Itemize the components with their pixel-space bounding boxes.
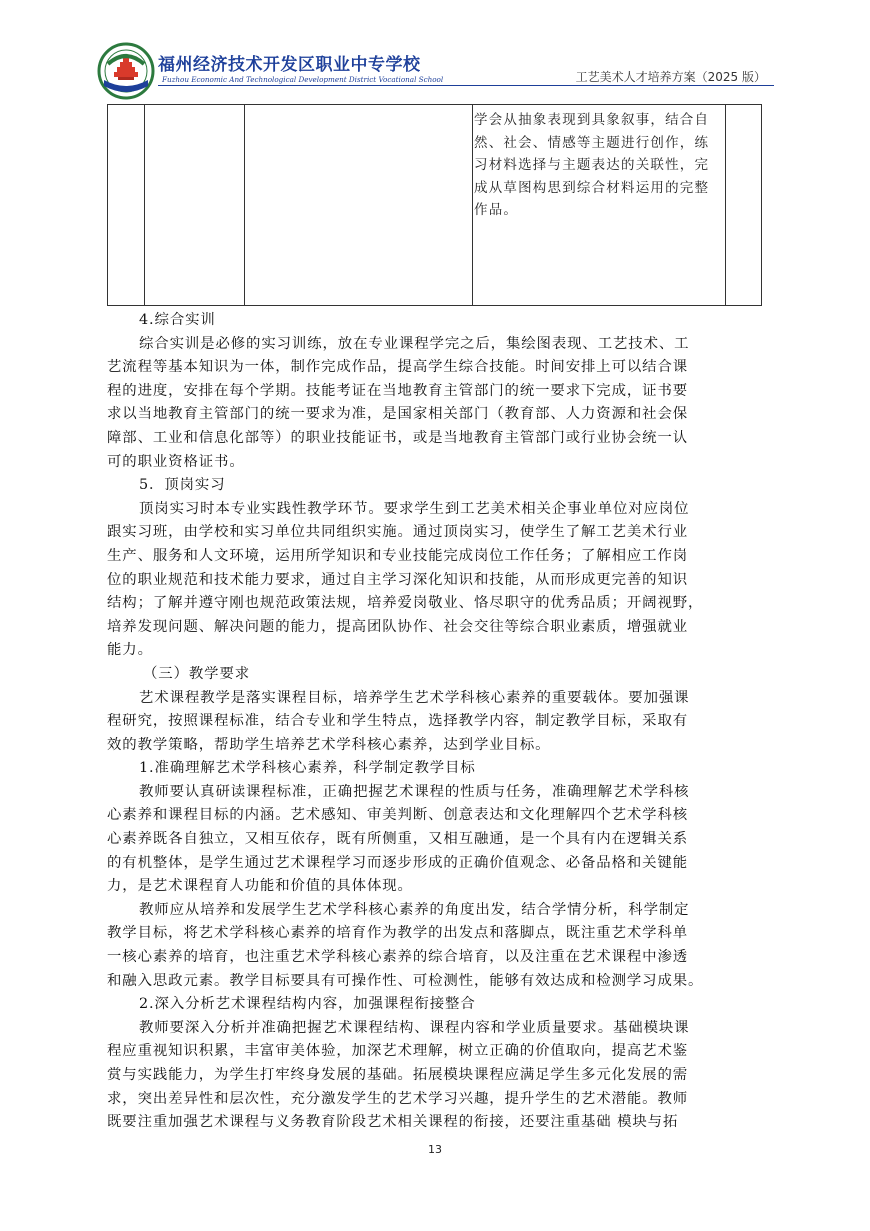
paragraph-line: 综合实训是必修的实习训练，放在专业课程学完之后，集绘图表现、工艺技术、工 [139, 335, 690, 352]
paragraph-line: 程应重视知识积累，丰富审美体验，加深艺术理解，树立正确的价值取向，提高艺术鉴 [107, 1043, 689, 1060]
paragraph-line: 的有机整体，是学生通过艺术课程学习而逐步形成的正确价值观念、必备品格和关键能 [107, 854, 689, 871]
table-column-divider [472, 105, 473, 305]
document-title: 工艺美术人才培养方案（2025 版） [575, 70, 766, 84]
paragraph-line: 求，突出差异性和层次性，充分激发学生的艺术学习兴趣，提升学生的艺术潜能。教师 [107, 1090, 689, 1107]
document-body [107, 309, 767, 1135]
paragraph-line: 可的职业资格证书。 [107, 453, 245, 470]
paragraph-line: 教师应从培养和发展学生艺术学科核心素养的角度出发，结合学情分析，科学制定 [139, 901, 690, 918]
school-logo-icon [96, 42, 156, 100]
page-number: 13 [428, 1143, 442, 1156]
table-cell-description [474, 109, 726, 222]
section-heading: （三）教学要求 [143, 665, 251, 682]
table-cell-line: 作品。 [474, 202, 519, 219]
header-divider [158, 85, 774, 86]
paragraph-line: 心素养和课程目标的内涵。艺术感知、审美判断、创意表达和文化理解四个艺术学科核 [107, 807, 689, 824]
paragraph-line: 教师要认真研读课程标准，正确把握艺术课程的性质与任务，准确理解艺术学科核 [139, 783, 690, 800]
paragraph-line: 顶岗实习时本专业实践性教学环节。要求学生到工艺美术相关企事业单位对应岗位 [139, 500, 690, 517]
table-column-divider [144, 105, 145, 305]
table-column-divider [244, 105, 245, 305]
paragraph-line: 赏与实践能力，为学生打牢终身发展的基础。拓展模块课程应满足学生多元化发展的需 [107, 1067, 689, 1083]
course-table-fragment [107, 104, 762, 306]
paragraph-line: 心素养既各自独立，又相互依存，既有所侧重，又相互融通，是一个具有内在逻辑关系 [107, 831, 689, 848]
section-heading: 5．顶岗实习 [139, 477, 226, 494]
paragraph-line: 既要注重加强艺术课程与义务教育阶段艺术相关课程的衔接，还要注重基础 模块与拓 [107, 1114, 679, 1131]
paragraph-line: 教学目标，将艺术学科核心素养的培育作为教学的出发点和落脚点，既注重艺术学科单 [107, 925, 689, 942]
table-cell-line: 然、社会、情感等主题进行创作，练 [474, 134, 710, 151]
paragraph-line: 能力。 [107, 642, 153, 659]
paragraph-line: 教师要深入分析并准确把握艺术课程结构、课程内容和学业质量要求。基础模块课 [139, 1019, 690, 1036]
paragraph-line: 培养发现问题、解决问题的能力，提高团队协作、社会交往等综合职业素质，增强就业 [107, 618, 689, 635]
paragraph-line: 力，是艺术课程育人功能和价值的具体体现。 [107, 878, 413, 895]
table-cell-line: 习材料选择与主题表达的关联性，完 [474, 157, 710, 174]
paragraph-line: 和融入思政元素。教学目标要具有可操作性、可检测性，能够有效达成和检测学习成果。 [107, 972, 704, 989]
school-name: 福州经济技术开发区职业中专学校 [158, 55, 421, 75]
paragraph-line: 一核心素养的培育，也注重艺术学科核心素养的综合培育，以及注重在艺术课程中渗透 [107, 949, 689, 966]
paragraph-line: 位的职业规范和技术能力要求，通过自主学习深化知识和技能，从而形成更完善的知识 [107, 571, 689, 588]
paragraph-line: 程研究，按照课程标准，结合专业和学生特点，选择教学内容，制定教学目标，采取有 [107, 713, 689, 730]
paragraph-line: 障部、工业和信息化部等）的职业技能证书，或是当地教育主管部门或行业协会统一认 [107, 429, 689, 446]
school-name-english: Fuzhou Economic And Technological Development District Vocational School [162, 75, 444, 84]
page-header [96, 40, 774, 100]
paragraph-line: 求以当地教育主管部门的统一要求为准，是国家相关部门（教育部、人力资源和社会保 [107, 406, 689, 423]
paragraph-line: 艺流程等基本知识为一体，制作完成作品，提高学生综合技能。时间安排上可以结合课 [107, 359, 689, 376]
paragraph-line: 跟实习班，由学校和实习单位共同组织实施。通过顶岗实习，使学生了解工艺美术行业 [107, 524, 689, 541]
section-heading: 4.综合实训 [139, 312, 216, 328]
paragraph-line: 生产、服务和人文环境，运用所学知识和专业技能完成岗位工作任务；了解相应工作岗 [107, 547, 689, 564]
section-heading: 1.准确理解艺术学科核心素养，科学制定教学目标 [139, 760, 476, 777]
table-cell-line: 成从草图构思到综合材料运用的完整 [474, 179, 710, 196]
paragraph-line: 艺术课程教学是落实课程目标，培养学生艺术学科核心素养的重要载体。要加强课 [139, 689, 690, 706]
section-heading: 2.深入分析艺术课程结构内容，加强课程衔接整合 [139, 996, 476, 1013]
table-cell-line: 学会从抽象表现到具象叙事，结合自 [474, 112, 710, 128]
paragraph-line: 效的教学策略，帮助学生培养艺术学科核心素养，达到学业目标。 [107, 736, 551, 753]
paragraph-line: 程的进度，安排在每个学期。技能考证在当地教育主管部门的统一要求下完成，证书要 [107, 382, 689, 399]
paragraph-line: 结构；了解并遵守刚也规范政策法规，培养爱岗敬业、恪尽职守的优秀品质；开阔视野， [107, 595, 704, 612]
